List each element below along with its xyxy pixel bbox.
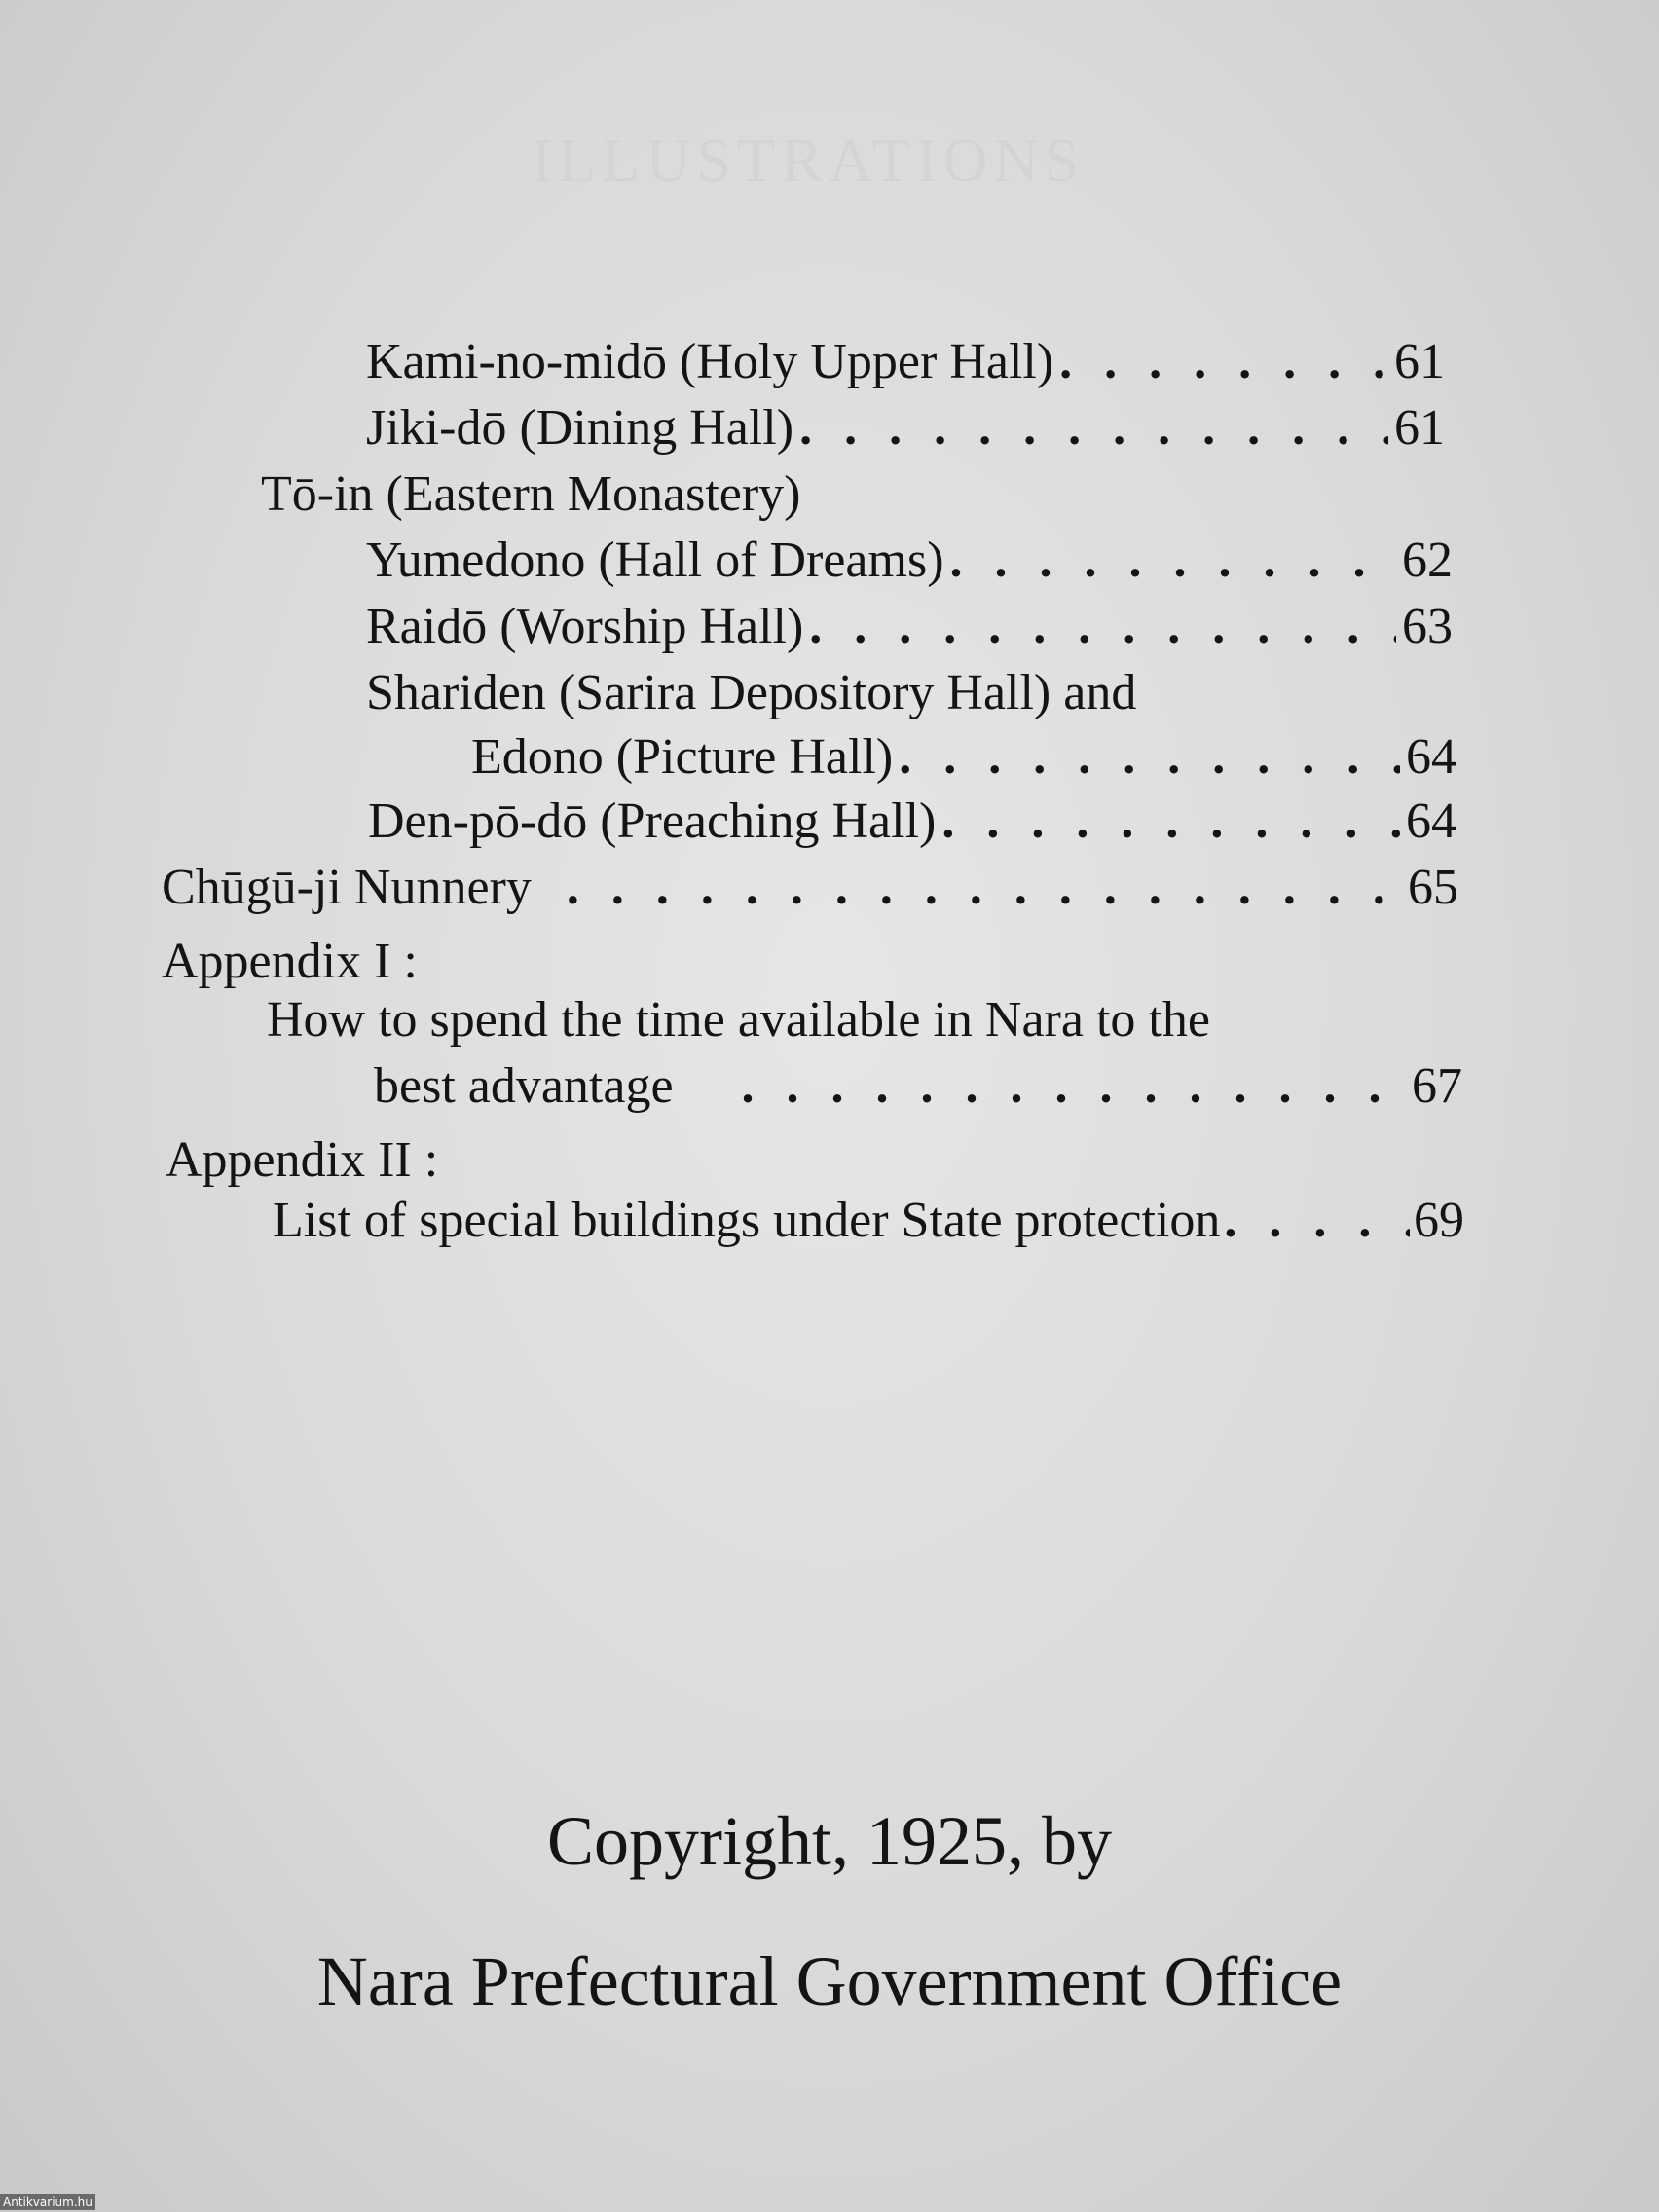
toc-entry-page: 65 bbox=[1408, 860, 1458, 915]
bleed-through-heading: ILLUSTRATIONS bbox=[531, 126, 1086, 195]
toc-entry-title: List of special buildings under State protection bbox=[273, 1193, 1221, 1248]
toc-appendix-1-heading: Appendix I : bbox=[162, 934, 418, 989]
dot-leader bbox=[809, 596, 1396, 658]
toc-section-to-in: Tō-in (Eastern Monastery) bbox=[261, 466, 801, 522]
toc-entry-title: Raidō (Worship Hall) bbox=[366, 599, 804, 654]
copyright-line: Copyright, 1925, by bbox=[546, 1802, 1112, 1880]
toc-entry-state-protection bbox=[273, 1190, 1464, 1252]
toc-entry-chugu-ji bbox=[162, 857, 1458, 919]
toc-entry-raido bbox=[366, 596, 1453, 658]
toc-entry-jiki-do bbox=[366, 397, 1445, 460]
toc-entry-page: 63 bbox=[1402, 599, 1453, 654]
toc-entry-page: 61 bbox=[1394, 334, 1445, 389]
toc-entry-shariden: Shariden (Sarira Depository Hall) and bbox=[366, 665, 1137, 720]
dot-leader bbox=[567, 857, 1402, 919]
toc-entry-best-advantage bbox=[374, 1055, 1462, 1118]
toc-entry-title: Chūgū-ji Nunnery bbox=[162, 860, 532, 915]
toc-appendix-2-heading: Appendix II : bbox=[166, 1132, 439, 1188]
toc-entry-title: Kami-no-midō (Holy Upper Hall) bbox=[366, 334, 1054, 389]
dot-leader bbox=[941, 791, 1400, 853]
toc-entry-title: Edono (Picture Hall) bbox=[471, 729, 894, 785]
toc-entry-page: 62 bbox=[1402, 533, 1453, 588]
dot-leader bbox=[1059, 331, 1388, 393]
toc-entry-kami-no-mido bbox=[366, 331, 1445, 393]
dot-leader bbox=[1224, 1190, 1410, 1252]
toc-entry-page: 67 bbox=[1412, 1058, 1462, 1114]
toc-entry-title: Den-pō-dō (Preaching Hall) bbox=[368, 793, 937, 849]
toc-entry-title: Yumedono (Hall of Dreams) bbox=[366, 533, 944, 588]
dot-leader bbox=[950, 530, 1396, 592]
toc-entry-yumedono bbox=[366, 530, 1453, 592]
watermark-label: Antikvarium.hu bbox=[0, 2194, 95, 2210]
toc-entry-den-po-do bbox=[368, 791, 1456, 853]
toc-appendix-1-title: How to spend the time available in Nara to the bbox=[267, 992, 1210, 1048]
toc-entry-page: 69 bbox=[1414, 1193, 1464, 1248]
publisher-line: Nara Prefectural Government Office bbox=[316, 1942, 1343, 2020]
dot-leader bbox=[742, 1055, 1406, 1118]
toc-entry-title: Jiki-dō (Dining Hall) bbox=[366, 400, 794, 456]
dot-leader bbox=[899, 726, 1400, 789]
toc-entry-page: 64 bbox=[1406, 729, 1456, 785]
toc-entry-edono bbox=[471, 726, 1456, 789]
toc-entry-page: 64 bbox=[1406, 793, 1456, 849]
toc-entry-page: 61 bbox=[1394, 400, 1445, 456]
toc-entry-title: best advantage bbox=[374, 1058, 674, 1114]
dot-leader bbox=[799, 397, 1388, 460]
